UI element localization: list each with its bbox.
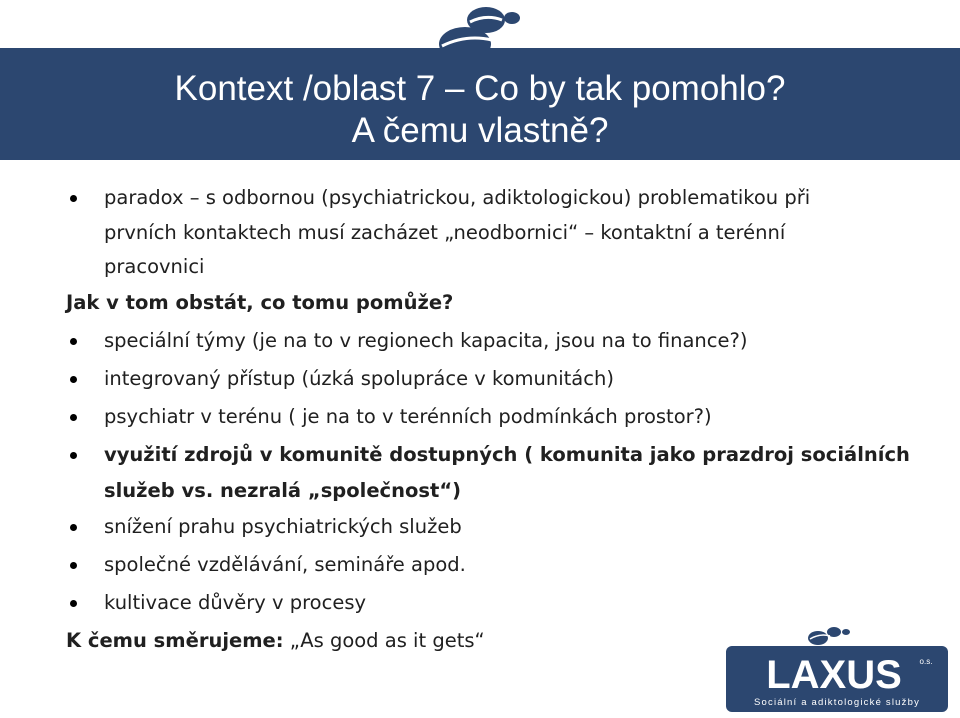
bullet-text: snížení prahu psychiatrických služeb: [104, 515, 462, 538]
title-line-2: A čemu vlastně?: [351, 111, 609, 150]
bullet-text: využití zdrojů v komunitě dostupných ( komunita jako prazdroj sociálních: [104, 443, 910, 466]
bullet-dot: [70, 452, 77, 459]
bullet-dot: [70, 195, 77, 202]
bullet-text: kultivace důvěry v procesy: [104, 591, 367, 614]
heading-bold-text: K čemu směrujeme:: [66, 629, 284, 652]
bullet-dot: [70, 338, 77, 345]
laxus-logo: [726, 624, 948, 712]
bullet-item: [66, 508, 926, 546]
bullet-dot: [70, 376, 77, 383]
section-heading: [66, 284, 926, 322]
bullet-text: speciální týmy (je na to v regionech kapacita, jsou na to finance?): [104, 329, 748, 352]
bullet-text: pracovnici: [104, 255, 205, 278]
bullet-item: [66, 584, 926, 622]
bullet-dot: [70, 414, 77, 421]
slide-content: [66, 180, 926, 660]
bullet-text: společné vzdělávání, semináře apod.: [104, 553, 466, 576]
bullet-text: prvních kontaktech musí zacházet „neodbornici“ – kontaktní a terénní: [104, 221, 786, 244]
logo-suffix: o.s.: [919, 657, 933, 666]
bullet-dot: [70, 600, 77, 607]
bullet-text: paradox – s odbornou (psychiatrickou, adiktologickou) problematikou při: [104, 186, 811, 209]
logo-name: LAXUS: [766, 653, 902, 697]
bullet-item: [66, 360, 926, 398]
bullet-item: [66, 436, 926, 474]
heading-text: Jak v tom obstát, co tomu pomůže?: [66, 291, 454, 314]
slide-title: [0, 68, 960, 152]
bullet-text: služeb vs. nezralá „společnost“): [104, 479, 462, 502]
title-line-1: Kontext /oblast 7 – Co by tak pomohlo?: [174, 69, 786, 108]
bullet-dot: [70, 562, 77, 569]
bullet-item: [66, 398, 926, 436]
bullet-continuation: [66, 474, 926, 508]
bullet-dot: [70, 524, 77, 531]
bullet-item: [66, 180, 926, 216]
bullet-text: integrovaný přístup (úzká spolupráce v komunitách): [104, 367, 614, 390]
bullet-item: [66, 322, 926, 360]
bullet-continuation: [66, 216, 926, 250]
bullet-continuation: [66, 250, 926, 284]
heading-rest-text: „As good as it gets“: [283, 629, 485, 652]
bullet-item: [66, 546, 926, 584]
logo-tagline: Sociální a adiktologické služby: [753, 697, 921, 708]
bullet-text: psychiatr v terénu ( je na to v terénních podmínkách prostor?): [104, 405, 712, 428]
